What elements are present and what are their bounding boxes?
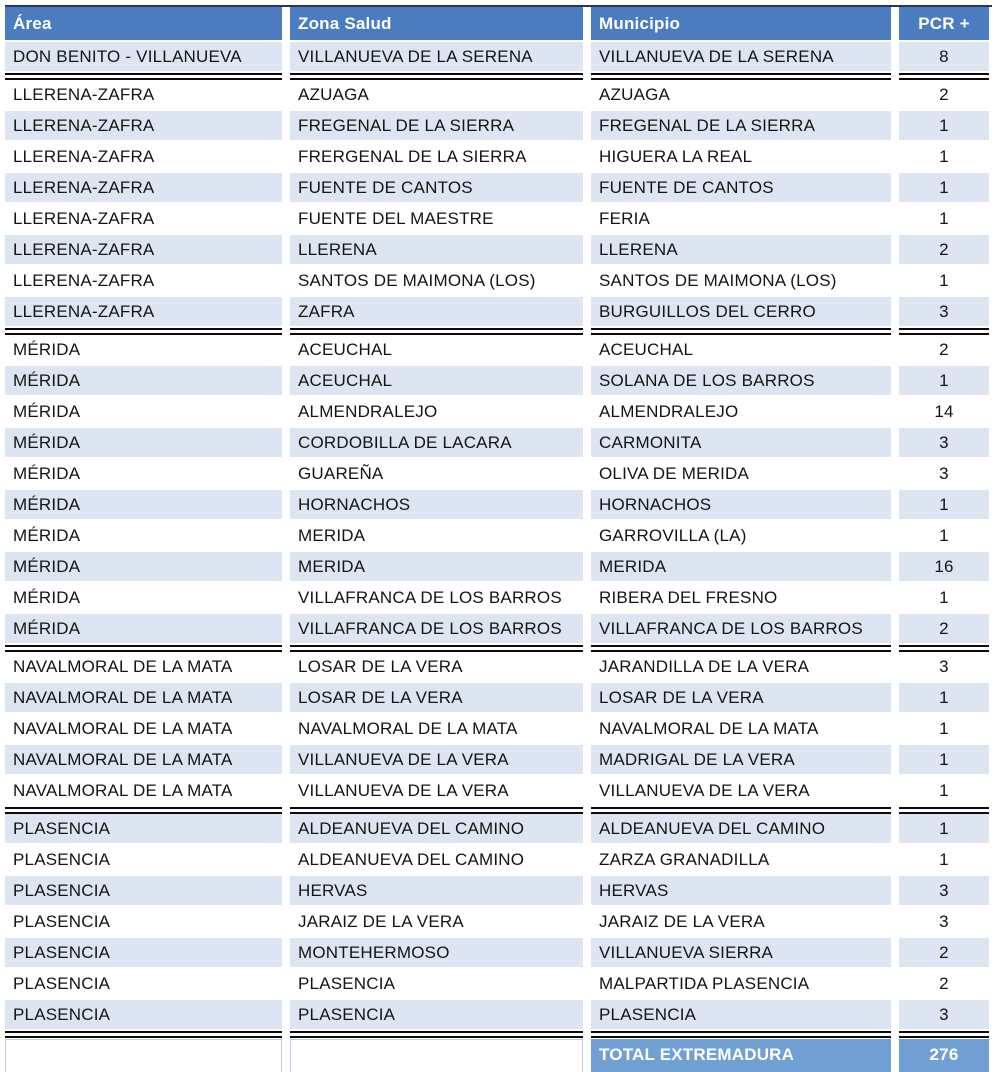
section-separator-segment: [5, 73, 282, 80]
column-header-municipio: Municipio: [591, 7, 891, 40]
cell-municipio: PLASENCIA: [591, 1000, 891, 1031]
cell-area: NAVALMORAL DE LA MATA: [5, 776, 282, 807]
table-row: [5, 235, 992, 266]
table-row: [5, 876, 992, 907]
cell-zona-salud: ALDEANUEVA DEL CAMINO: [290, 845, 583, 876]
cell-pcr-value: 1: [899, 845, 989, 876]
cell-zona-salud: MERIDA: [290, 521, 583, 552]
section-separator-segment: [591, 807, 891, 814]
section-separator-segment: [591, 1031, 891, 1038]
table-row: [5, 1000, 992, 1031]
cell-municipio: FREGENAL DE LA SIERRA: [591, 111, 891, 142]
cell-area: PLASENCIA: [5, 969, 282, 1000]
cell-area: MÉRIDA: [5, 459, 282, 490]
cell-municipio: CARMONITA: [591, 428, 891, 459]
table-row: [5, 714, 992, 745]
cell-area: NAVALMORAL DE LA MATA: [5, 745, 282, 776]
cell-municipio: BURGUILLOS DEL CERRO: [591, 297, 891, 328]
table-row: [5, 583, 992, 614]
section-separator: [5, 1031, 992, 1038]
cell-zona-salud: GUAREÑA: [290, 459, 583, 490]
table-row: [5, 397, 992, 428]
table-row: [5, 428, 992, 459]
cell-zona-salud: HERVAS: [290, 876, 583, 907]
cell-pcr-value: 2: [899, 335, 989, 366]
cell-municipio: GARROVILLA (LA): [591, 521, 891, 552]
cell-municipio: FUENTE DE CANTOS: [591, 173, 891, 204]
cell-pcr-value: 1: [899, 814, 989, 845]
cell-municipio: SANTOS DE MAIMONA (LOS): [591, 266, 891, 297]
cell-municipio: JARANDILLA DE LA VERA: [591, 652, 891, 683]
cell-zona-salud: ZAFRA: [290, 297, 583, 328]
table-row: [5, 938, 992, 969]
cell-area: LLERENA-ZAFRA: [5, 266, 282, 297]
cell-area: NAVALMORAL DE LA MATA: [5, 683, 282, 714]
cell-municipio: LLERENA: [591, 235, 891, 266]
cell-pcr-value: 3: [899, 459, 989, 490]
cell-zona-salud: PLASENCIA: [290, 969, 583, 1000]
cell-zona-salud: LOSAR DE LA VERA: [290, 683, 583, 714]
cell-pcr-value: 3: [899, 1000, 989, 1031]
cell-pcr-value: 1: [899, 745, 989, 776]
column-header-pcr: PCR +: [899, 7, 989, 40]
section-separator-segment: [899, 1031, 989, 1038]
cell-municipio: MALPARTIDA PLASENCIA: [591, 969, 891, 1000]
cell-pcr-value: 14: [899, 397, 989, 428]
cell-area: MÉRIDA: [5, 490, 282, 521]
cell-pcr-value: 2: [899, 614, 989, 645]
cell-pcr-value: 2: [899, 969, 989, 1000]
cell-municipio: VILLANUEVA DE LA VERA: [591, 776, 891, 807]
cell-zona-salud: ALMENDRALEJO: [290, 397, 583, 428]
cell-zona-salud: VILLAFRANCA DE LOS BARROS: [290, 614, 583, 645]
total-label: TOTAL EXTREMADURA: [591, 1039, 891, 1072]
cell-area: MÉRIDA: [5, 397, 282, 428]
cell-zona-salud: VILLANUEVA DE LA VERA: [290, 776, 583, 807]
cell-zona-salud: LLERENA: [290, 235, 583, 266]
table-row: [5, 142, 992, 173]
column-header-area: Área: [5, 7, 282, 40]
cell-area: MÉRIDA: [5, 614, 282, 645]
cell-pcr-value: 1: [899, 142, 989, 173]
section-separator-segment: [899, 73, 989, 80]
column-header-zona-salud: Zona Salud: [290, 7, 583, 40]
total-empty-cell-zona: [290, 1039, 583, 1072]
section-separator-segment: [5, 645, 282, 652]
cell-zona-salud: ACEUCHAL: [290, 366, 583, 397]
table-row: [5, 683, 992, 714]
cell-area: LLERENA-ZAFRA: [5, 111, 282, 142]
cell-municipio: VILLANUEVA SIERRA: [591, 938, 891, 969]
total-empty-cell-area: [5, 1039, 282, 1072]
section-separator: [5, 807, 992, 814]
cell-municipio: ALDEANUEVA DEL CAMINO: [591, 814, 891, 845]
section-separator-segment: [899, 645, 989, 652]
cell-municipio: ACEUCHAL: [591, 335, 891, 366]
cell-pcr-value: 3: [899, 428, 989, 459]
section-separator-segment: [899, 807, 989, 814]
section-separator-segment: [899, 328, 989, 335]
cell-pcr-value: 3: [899, 297, 989, 328]
cell-zona-salud: AZUAGA: [290, 80, 583, 111]
cell-area: NAVALMORAL DE LA MATA: [5, 714, 282, 745]
cell-pcr-value: 3: [899, 652, 989, 683]
cell-pcr-value: 1: [899, 776, 989, 807]
table-header-row: [5, 5, 992, 40]
cell-area: PLASENCIA: [5, 1000, 282, 1031]
cell-zona-salud: FUENTE DE CANTOS: [290, 173, 583, 204]
cell-zona-salud: JARAIZ DE LA VERA: [290, 907, 583, 938]
cell-municipio: MERIDA: [591, 552, 891, 583]
table-row: [5, 335, 992, 366]
cell-pcr-value: 16: [899, 552, 989, 583]
cell-zona-salud: MONTEHERMOSO: [290, 938, 583, 969]
cell-pcr-value: 2: [899, 80, 989, 111]
cell-pcr-value: 1: [899, 490, 989, 521]
cell-municipio: FERIA: [591, 204, 891, 235]
cell-area: PLASENCIA: [5, 907, 282, 938]
table-row: [5, 969, 992, 1000]
cell-municipio: HERVAS: [591, 876, 891, 907]
cell-zona-salud: ALDEANUEVA DEL CAMINO: [290, 814, 583, 845]
section-separator-segment: [591, 73, 891, 80]
cell-area: MÉRIDA: [5, 552, 282, 583]
cell-municipio: SOLANA DE LOS BARROS: [591, 366, 891, 397]
table-row: [5, 614, 992, 645]
cell-municipio: MADRIGAL DE LA VERA: [591, 745, 891, 776]
cell-zona-salud: LOSAR DE LA VERA: [290, 652, 583, 683]
cell-municipio: HORNACHOS: [591, 490, 891, 521]
table-row: [5, 776, 992, 807]
table-row: [5, 173, 992, 204]
cell-municipio: VILLANUEVA DE LA SERENA: [591, 42, 891, 73]
cell-area: MÉRIDA: [5, 428, 282, 459]
cell-area: LLERENA-ZAFRA: [5, 235, 282, 266]
table-row: [5, 459, 992, 490]
cell-area: PLASENCIA: [5, 938, 282, 969]
cell-area: MÉRIDA: [5, 366, 282, 397]
cell-pcr-value: 1: [899, 366, 989, 397]
cell-area: MÉRIDA: [5, 335, 282, 366]
table-row: [5, 266, 992, 297]
cell-area: LLERENA-ZAFRA: [5, 173, 282, 204]
cell-municipio: OLIVA DE MERIDA: [591, 459, 891, 490]
section-separator: [5, 328, 992, 335]
cell-zona-salud: CORDOBILLA DE LACARA: [290, 428, 583, 459]
cell-zona-salud: FUENTE DEL MAESTRE: [290, 204, 583, 235]
cell-pcr-value: 2: [899, 235, 989, 266]
cell-zona-salud: PLASENCIA: [290, 1000, 583, 1031]
cell-municipio: HIGUERA LA REAL: [591, 142, 891, 173]
cell-area: MÉRIDA: [5, 583, 282, 614]
cell-area: PLASENCIA: [5, 845, 282, 876]
cell-area: LLERENA-ZAFRA: [5, 142, 282, 173]
cell-pcr-value: 1: [899, 111, 989, 142]
cell-municipio: LOSAR DE LA VERA: [591, 683, 891, 714]
cell-pcr-value: 1: [899, 714, 989, 745]
table-row: [5, 521, 992, 552]
table-row: [5, 204, 992, 235]
cell-zona-salud: VILLAFRANCA DE LOS BARROS: [290, 583, 583, 614]
total-value: 276: [899, 1039, 989, 1072]
total-row: [5, 1039, 992, 1072]
table-row: [5, 42, 992, 73]
table-row: [5, 297, 992, 328]
section-separator-segment: [5, 1031, 282, 1038]
cell-municipio: AZUAGA: [591, 80, 891, 111]
cell-area: LLERENA-ZAFRA: [5, 204, 282, 235]
cell-pcr-value: 1: [899, 204, 989, 235]
cell-pcr-value: 2: [899, 938, 989, 969]
cell-municipio: ZARZA GRANADILLA: [591, 845, 891, 876]
table-row: [5, 907, 992, 938]
section-separator: [5, 645, 992, 652]
cell-zona-salud: HORNACHOS: [290, 490, 583, 521]
cell-municipio: RIBERA DEL FRESNO: [591, 583, 891, 614]
cell-pcr-value: 1: [899, 266, 989, 297]
cell-zona-salud: FREGENAL DE LA SIERRA: [290, 111, 583, 142]
cell-zona-salud: VILLANUEVA DE LA SERENA: [290, 42, 583, 73]
table-row: [5, 80, 992, 111]
cell-zona-salud: ACEUCHAL: [290, 335, 583, 366]
cell-area: PLASENCIA: [5, 814, 282, 845]
cell-municipio: ALMENDRALEJO: [591, 397, 891, 428]
cell-pcr-value: 3: [899, 876, 989, 907]
table-row: [5, 745, 992, 776]
cell-pcr-value: 1: [899, 583, 989, 614]
cell-zona-salud: FRERGENAL DE LA SIERRA: [290, 142, 583, 173]
cell-zona-salud: NAVALMORAL DE LA MATA: [290, 714, 583, 745]
section-separator-segment: [5, 328, 282, 335]
section-separator-segment: [591, 645, 891, 652]
cell-pcr-value: 1: [899, 173, 989, 204]
cell-pcr-value: 1: [899, 521, 989, 552]
cell-zona-salud: MERIDA: [290, 552, 583, 583]
cell-area: LLERENA-ZAFRA: [5, 297, 282, 328]
section-separator-segment: [290, 328, 583, 335]
cell-pcr-value: 1: [899, 683, 989, 714]
cell-municipio: NAVALMORAL DE LA MATA: [591, 714, 891, 745]
cell-area: LLERENA-ZAFRA: [5, 80, 282, 111]
cell-municipio: JARAIZ DE LA VERA: [591, 907, 891, 938]
table-row: [5, 814, 992, 845]
cell-zona-salud: SANTOS DE MAIMONA (LOS): [290, 266, 583, 297]
table-row: [5, 366, 992, 397]
section-separator: [5, 73, 992, 80]
section-separator-segment: [290, 73, 583, 80]
table-body: [5, 42, 992, 1038]
table-row: [5, 845, 992, 876]
section-separator-segment: [290, 645, 583, 652]
table-row: [5, 111, 992, 142]
table-row: [5, 552, 992, 583]
table-row: [5, 490, 992, 521]
cell-area: NAVALMORAL DE LA MATA: [5, 652, 282, 683]
section-separator-segment: [591, 328, 891, 335]
table-row: [5, 652, 992, 683]
cell-area: MÉRIDA: [5, 521, 282, 552]
cell-pcr-value: 8: [899, 42, 989, 73]
section-separator-segment: [290, 807, 583, 814]
cell-municipio: VILLAFRANCA DE LOS BARROS: [591, 614, 891, 645]
section-separator-segment: [5, 807, 282, 814]
cell-zona-salud: VILLANUEVA DE LA VERA: [290, 745, 583, 776]
cell-area: PLASENCIA: [5, 876, 282, 907]
section-separator-segment: [290, 1031, 583, 1038]
cell-area: DON BENITO - VILLANUEVA: [5, 42, 282, 73]
cell-pcr-value: 3: [899, 907, 989, 938]
